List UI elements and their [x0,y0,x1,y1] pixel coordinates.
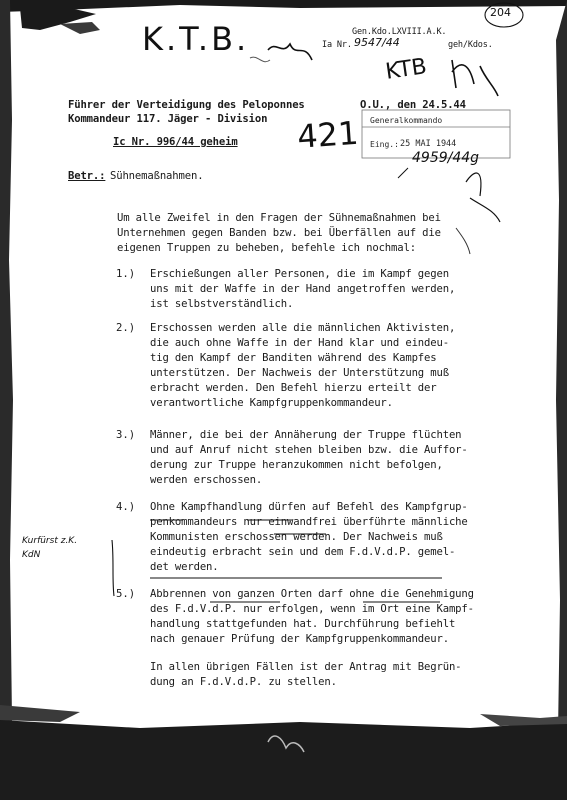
subject-text: Sühnemaßnahmen. [110,170,204,182]
item-number: 1.) [116,268,136,280]
closing-line: dung an F.d.V.d.P. zu stellen. [150,676,337,688]
item-2-line: unterstützen. Der Nachweis der Unterstützung muß [150,367,449,379]
item-1-line: Erschießungen aller Personen, die im Kampf gegen [150,268,449,280]
item-number: 5.) [116,588,136,600]
stamp-received-label: Eing.: [370,140,399,149]
item-number: 4.) [116,501,136,513]
corps-reference: Gen.Kdo.LXVIII.A.K. [352,27,447,37]
item-2-line: Erschossen werden alle die männlichen Aktivisten, [150,322,456,334]
item-3-line: derung zur Truppe heranzukommen nicht befolgen, [150,459,443,471]
geh-kdos-label: geh/Kdos. [448,40,493,50]
item-number: 2.) [116,322,136,334]
ktb-handwritten-top: K.T.B. [142,20,250,58]
item-4-line: Kommunisten erschossen werden. Der Nachweis muß [150,531,443,543]
stamp-date: 25 MAI 1944 [400,139,457,149]
item-2-line: tig den Kampf der Banditen während des Kampfes [150,352,437,364]
subject-label: Betr.: [68,170,106,182]
item-2-line: erbracht werden. Den Befehl hierzu erteilt der [150,382,437,394]
place-date: O.U., den 24.5.44 [360,99,466,111]
item-4-line: penkommandeurs nur einwandfrei überführte männliche [150,516,468,528]
handwritten-number-421: 421 [296,113,360,156]
stamp-office: Generalkommando [370,116,443,125]
item-4-line: det werden. [150,561,219,573]
intro-line: Um alle Zweifel in den Fragen der Sühnemaßnahmen bei [117,212,441,224]
header-line-1: Führer der Verteidigung des Peloponnes [68,99,305,111]
item-3-line: werden erschossen. [150,474,263,486]
item-2-line: die auch ohne Waffe in der Hand klar und eindeu- [150,337,449,349]
intro-line: Unternehmen gegen Banden bzw. bei Überfällen auf die [117,227,441,239]
margin-note: Kurfürst z.K. KdN [22,536,78,560]
item-4-line: Ohne Kampfhandlung dürfen auf Befehl des Kampfgrup- [150,501,468,513]
item-3-line: und auf Anruf nicht stehen bleiben bzw. die Auffor- [150,444,468,456]
closing-line: In allen übrigen Fällen ist der Antrag mit Begrün- [150,661,462,673]
ia-number-label: Ia Nr. [322,40,352,50]
intro-line: eigenen Truppen zu beheben, befehle ich nochmal: [117,242,416,254]
item-4-line: eindeutig erbracht sein und dem F.d.V.d.P. gemel- [150,546,456,558]
ktb-handwritten-second: KTB [384,54,429,85]
item-5-line: des F.d.V.d.P. nur erfolgen, wenn im Ort eine Kampf- [150,603,474,615]
item-1-line: uns mit der Waffe in der Hand angetroffen werden, [150,283,456,295]
header-line-2: Kommandeur 117. Jäger - Division [68,113,268,125]
circled-page-number: 204 [490,6,511,19]
reference-number: Ic Nr. 996/44 geheim [113,136,238,148]
item-5-line: Abbrennen von ganzen Orten darf ohne die Genehmigung [150,588,474,600]
item-1-line: ist selbstverständlich. [150,298,294,310]
ia-number-handwritten: 9547/44 [354,36,400,49]
item-number: 3.) [116,429,136,441]
stamp-number: 4959/44g [412,150,480,166]
item-2-line: verantwortliche Kampfgruppenkommandeur. [150,397,393,409]
item-5-line: nach genauer Prüfung der Kampfgruppenkommandeur. [150,633,449,645]
item-3-line: Männer, die bei der Annäherung der Truppe flüchten [150,429,462,441]
page-number-circle [485,3,523,27]
item-5-line: handlung stattgefunden hat. Durchführung befiehlt [150,618,456,630]
